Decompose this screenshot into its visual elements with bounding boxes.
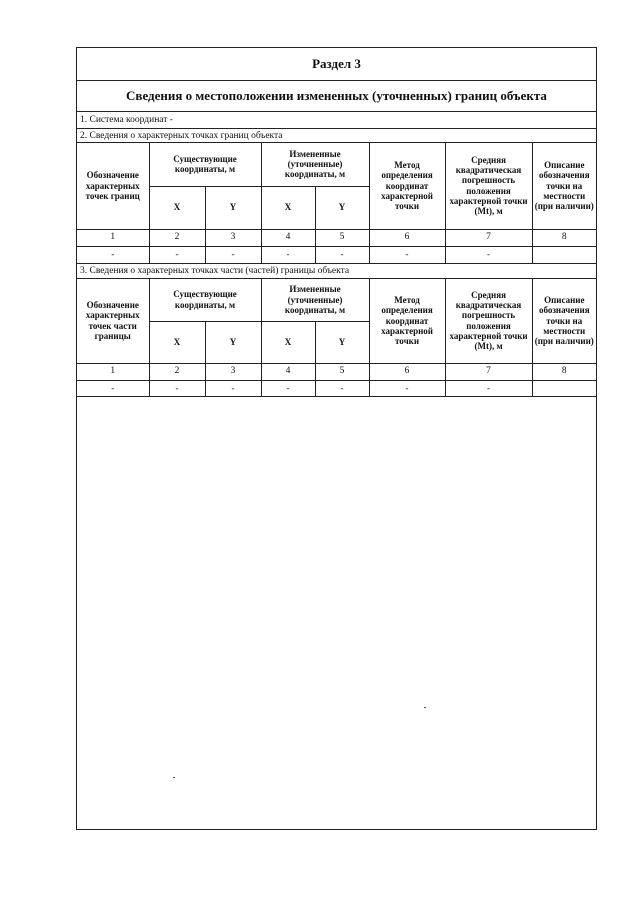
t2-header-x2: X [261, 321, 315, 363]
t2-data-cell: - [261, 380, 315, 396]
t1-data-cell: - [149, 246, 205, 263]
t1-header-existing: Существующие координаты, м [149, 143, 261, 186]
t1-header-y2: Y [315, 186, 369, 229]
t2-data-cell [532, 380, 596, 396]
t1-data-cell [532, 246, 596, 263]
t2-header-y1: Y [205, 321, 261, 363]
t2-col-number: 2 [149, 363, 205, 380]
t1-data-cell: - [369, 246, 445, 263]
section-subtitle: Сведения о местоположении измененных (уточненных) границ объекта [77, 80, 596, 112]
t2-col-number: 5 [315, 363, 369, 380]
t1-data-cell: - [205, 246, 261, 263]
t1-data-cell: - [261, 246, 315, 263]
t1-header-y1: Y [205, 186, 261, 229]
t2-data-cell: - [77, 380, 149, 396]
t1-data-cell: - [77, 246, 149, 263]
t1-data-cell: - [445, 246, 532, 263]
t1-col-number: 5 [315, 229, 369, 246]
t2-col-number: 3 [205, 363, 261, 380]
t1-col-number: 2 [149, 229, 205, 246]
t2-data-cell: - [369, 380, 445, 396]
document-frame [76, 47, 597, 830]
t1-header-x2: X [261, 186, 315, 229]
t1-data-cell: - [315, 246, 369, 263]
t2-col-number: 4 [261, 363, 315, 380]
table2 [77, 279, 596, 397]
t2-col-number: 1 [77, 363, 149, 380]
t1-header-description: Описание обозначения точки на местности (при наличии) [532, 143, 596, 229]
t2-header-x1: X [149, 321, 205, 363]
t1-col-number: 7 [445, 229, 532, 246]
t2-col-number: 8 [532, 363, 596, 380]
t2-header-y2: Y [315, 321, 369, 363]
t1-header-method: Метод определения координат характерной точки [369, 143, 445, 229]
t1-col-number: 4 [261, 229, 315, 246]
t2-data-cell: - [315, 380, 369, 396]
t1-col-number: 8 [532, 229, 596, 246]
t2-header-description: Описание обозначения точки на местности (при наличии) [532, 279, 596, 363]
t1-col-number: 1 [77, 229, 149, 246]
t2-col-number: 7 [445, 363, 532, 380]
table2-caption: 3. Сведения о характерных точках части (частей) границы объекта [77, 263, 596, 279]
coord-system-line: 1. Система координат - [77, 111, 596, 129]
t2-col-number: 6 [369, 363, 445, 380]
t2-data-cell: - [205, 380, 261, 396]
t2-header-method: Метод определения координат характерной точки [369, 279, 445, 363]
t1-col-number: 3 [205, 229, 261, 246]
t1-header-changed: Измененные (уточненные) координаты, м [261, 143, 369, 186]
table1 [77, 143, 596, 264]
t2-data-cell: - [445, 380, 532, 396]
scan-speck [424, 707, 426, 708]
section-title: Раздел 3 [77, 48, 596, 81]
t1-header-designation: Обозначение характерных точек границ [77, 143, 149, 229]
t2-header-existing: Существующие координаты, м [149, 279, 261, 321]
scan-speck [173, 777, 175, 778]
t2-header-error: Средняя квадратическая погрешность положения характерной точки (Mt), м [445, 279, 532, 363]
t2-header-changed: Измененные (уточненные) координаты, м [261, 279, 369, 321]
table1-caption: 2. Сведения о характерных точках границ объекта [77, 129, 596, 143]
t1-header-x1: X [149, 186, 205, 229]
t2-header-designation: Обозначение характерных точек части границы [77, 279, 149, 363]
t1-col-number: 6 [369, 229, 445, 246]
t2-data-cell: - [149, 380, 205, 396]
t1-header-error: Средняя квадратическая погрешность положения характерной точки (Mt), м [445, 143, 532, 229]
